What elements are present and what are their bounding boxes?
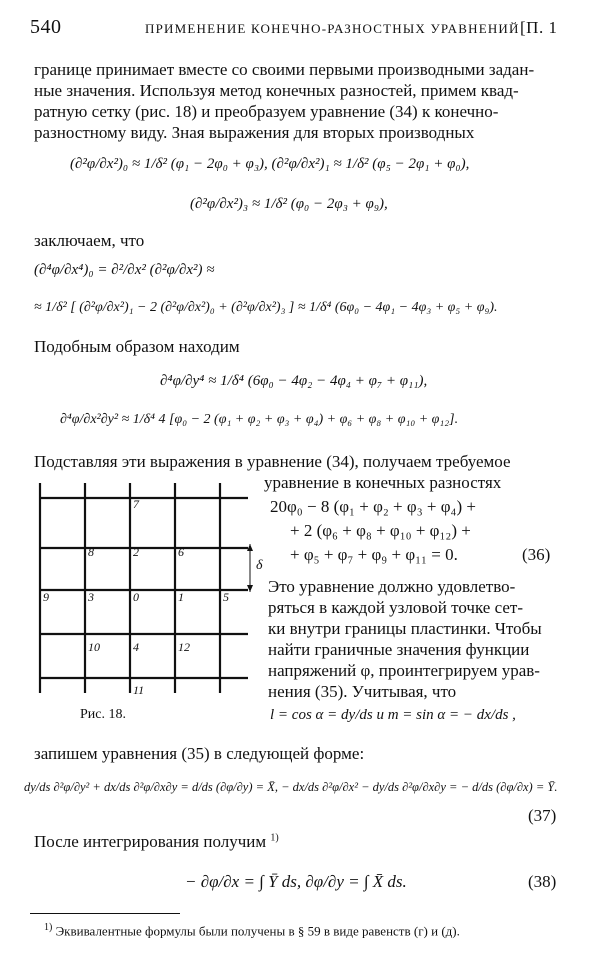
para1-line-2: ные значения. Используя метод конечных разностей, примем квад- (34, 81, 519, 100)
node-label-3: 3 (88, 590, 94, 604)
footnote (44, 922, 460, 939)
node-label-2: 2 (133, 545, 139, 559)
text-zapishem: запишем уравнения (35) в следующей форме: (34, 744, 365, 763)
side-text-line-1: Это уравнение должно удовлетво- (268, 577, 516, 596)
grid-figure (30, 478, 255, 698)
node-label-11: 11 (133, 683, 145, 697)
text-podstavlyaya-1: Подставляя эти выражения в уравнение (34), получаем требуемое (34, 452, 511, 471)
equation-37-number: (37) (528, 806, 557, 825)
equation-37: dy/ds ∂²φ/∂y² + dx/ds ∂²φ/∂x∂y = d/ds (∂φ/∂y) = X̄, − dx/ds ∂²φ/∂x² − dy/ds ∂²φ/∂x∂y = − d/ds (∂φ/∂x) = Ȳ. (24, 780, 558, 794)
text-podstavlyaya-2: уравнение в конечных разностях (264, 473, 502, 492)
side-text-line-2: ряться в каждой узловой точке сет- (268, 598, 523, 617)
text-podobnym: Подобным образом находим (34, 337, 240, 356)
node-label-10: 10 (88, 640, 100, 654)
equation-dy4: ∂⁴φ/∂y⁴ ≈ 1/δ⁴ (6φ₀ − 4φ₂ − 4φ₄ + φ₇ + φ₁₁), (160, 373, 428, 389)
equation-36-number: (36) (522, 545, 551, 564)
equation-38: − ∂φ/∂x = ∫ Ȳ ds, ∂φ/∂y = ∫ X̄ ds. (185, 872, 407, 891)
node-label-7: 7 (133, 497, 139, 511)
footnote-text: Эквивалентные формулы были получены в § 59 в виде равенств (г) и (д). (55, 923, 460, 939)
text-posle-body: После интегрирования получим (34, 832, 267, 851)
para1-line-1: границе принимает вместе со своими первыми производными задан- (34, 60, 535, 79)
figure-caption: Рис. 18. (80, 707, 126, 722)
node-label-4: 4 (133, 640, 139, 654)
equation-fourth-2: ≈ 1/δ² [ (∂²φ/∂x²)₁ − 2 (∂²φ/∂x²)₀ + (∂²φ/∂x²)₃ ] ≈ 1/δ⁴ (6φ₀ − 4φ₁ − 4φ₃ + φ₅ + φ₉). (34, 300, 498, 315)
node-label-5: 5 (223, 590, 229, 604)
side-text-line-4: найти граничные значения функции (268, 640, 530, 659)
node-label-9: 9 (43, 590, 49, 604)
side-text-line-3: ки внутри границы пластинки. Чтобы (268, 619, 542, 638)
footnote-divider (30, 913, 180, 914)
equation-38-number: (38) (528, 872, 557, 891)
text-zakluchaem: заключаем, что (34, 231, 145, 250)
footnote-mark: 1) (44, 922, 53, 933)
page-number: 540 (30, 16, 62, 38)
side-text-line-5: напряжений φ, проинтегрируем урав- (268, 661, 540, 680)
para1-line-4: разностному виду. Зная выражения для вторых производных (34, 123, 475, 142)
equation-36-line-3: + φ₅ + φ₇ + φ₉ + φ₁₁ = 0. (290, 545, 458, 564)
running-title: ПРИМЕНЕНИЕ КОНЕЧНО-РАЗНОСТНЫХ УРАВНЕНИЙ (145, 21, 520, 36)
node-label-6: 6 (178, 545, 184, 559)
node-label-8: 8 (88, 545, 94, 559)
equation-second-derivs-2: (∂²φ/∂x²)₃ ≈ 1/δ² (φ₀ − 2φ₃ + φ₉), (190, 196, 388, 212)
equation-cos-sin: l = cos α = dy/ds и m = sin α = − dx/ds , (270, 707, 516, 723)
side-text (268, 576, 542, 702)
node-label-1: 1 (178, 590, 184, 604)
equation-fourth-1: (∂⁴φ/∂x⁴)₀ = ∂²/∂x² (∂²φ/∂x²) ≈ (34, 262, 215, 278)
grid-lines (40, 483, 248, 693)
equation-36-line-1: 20φ₀ − 8 (φ₁ + φ₂ + φ₃ + φ₄) + (270, 497, 476, 516)
equation-second-derivs-1: (∂²φ/∂x²)₀ ≈ 1/δ² (φ₁ − 2φ₀ + φ₃), (∂²φ/∂x²)₁ ≈ 1/δ² (φ₅ − 2φ₁ + φ₀), (70, 156, 470, 172)
text-posle (34, 832, 279, 852)
equation-mixed: ∂⁴φ/∂x²∂y² ≈ 1/δ⁴ 4 [φ₀ − 2 (φ₁ + φ₂ + φ₃ + φ₄) + φ₆ + φ₈ + φ₁₀ + φ₁₂]. (60, 412, 459, 427)
footnote-ref: 1) (270, 832, 279, 844)
equation-36-line-2: + 2 (φ₆ + φ₈ + φ₁₀ + φ₁₂) + (290, 521, 471, 540)
side-text-line-6: нения (35). Учитывая, что (268, 682, 457, 701)
node-label-12: 12 (178, 640, 190, 654)
node-label-0: 0 (133, 590, 139, 604)
para1-line-3: ратную сетку (рис. 18) и преобразуем уравнение (34) к конечно- (34, 102, 499, 121)
delta-label: δ (256, 558, 263, 573)
section-marker: [П. 1 (520, 18, 558, 37)
